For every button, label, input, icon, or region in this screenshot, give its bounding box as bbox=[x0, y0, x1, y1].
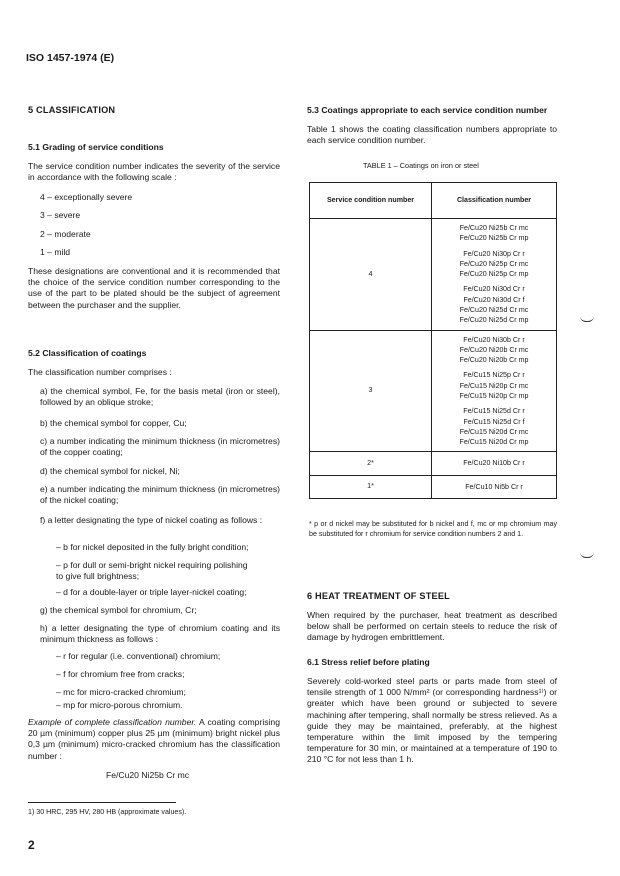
scale-item-1: 1 – mild bbox=[40, 247, 71, 257]
nickel-type-p: – p for dull or semi-bright nickel requiring polishing bbox=[56, 560, 248, 570]
table-header-row bbox=[310, 183, 557, 219]
list-item-c: c) a number indicating the minimum thickness (in micrometres) of the copper coating; bbox=[40, 436, 280, 458]
code: Fe/Cu20 Ni25d Cr mp bbox=[459, 316, 529, 325]
table-row bbox=[310, 452, 557, 475]
example-paragraph bbox=[28, 717, 280, 762]
service-number: 3 bbox=[310, 330, 432, 452]
code: Fe/Cu20 Ni20b Cr mp bbox=[459, 356, 529, 365]
code: Fe/Cu15 Ni25d Cr r bbox=[463, 407, 525, 416]
example-label: Example of complete classification number. bbox=[28, 717, 197, 727]
document-id: ISO 1457-1974 (E) bbox=[26, 52, 115, 64]
code: Fe/Cu20 Ni25d Cr mc bbox=[459, 305, 529, 314]
section-5-2-intro: The classification number comprises : bbox=[28, 367, 172, 377]
table-row bbox=[310, 219, 557, 331]
table-row bbox=[310, 330, 557, 452]
section-5-3-text: Table 1 shows the coating classification numbers appropriate to each service condition number. bbox=[307, 124, 557, 146]
code: Fe/Cu20 Ni30d Cr r bbox=[463, 285, 525, 294]
chromium-type-mc: – mc for micro-cracked chromium; bbox=[56, 687, 186, 697]
list-item-b: b) the chemical symbol for copper, Cu; bbox=[40, 418, 187, 428]
code-group bbox=[434, 370, 554, 401]
chromium-type-r: – r for regular (i.e. conventional) chromium; bbox=[56, 651, 221, 661]
section-6-1-title: 6.1 Stress relief before plating bbox=[307, 657, 430, 667]
code: Fe/Cu20 Ni20b Cr mc bbox=[459, 345, 529, 354]
section-5-2-title: 5.2 Classification of coatings bbox=[28, 348, 147, 358]
code-group bbox=[434, 223, 554, 244]
code: Fe/Cu20 Ni25p Cr mp bbox=[459, 270, 529, 279]
service-number: 4 bbox=[310, 219, 432, 331]
list-item-g: g) the chemical symbol for chromium, Cr; bbox=[40, 605, 197, 615]
service-number: 1* bbox=[310, 475, 432, 498]
code: Fe/Cu15 Ni25d Cr f bbox=[463, 417, 525, 426]
service-number: 2* bbox=[310, 452, 432, 475]
code: Fe/Cu15 Ni20p Cr mc bbox=[459, 381, 529, 390]
footnote: 1) 30 HRC, 295 HV, 280 HB (approximate values). bbox=[28, 808, 187, 816]
scale-item-3: 3 – severe bbox=[40, 210, 81, 220]
section-5-1-title: 5.1 Grading of service conditions bbox=[28, 142, 164, 152]
section-6-text: When required by the purchaser, heat treatment as described below shall be performed on certain steels to reduce the risk of damage by hydrogen embrittlement. bbox=[307, 610, 557, 643]
section-5-3-title: 5.3 Coatings appropriate to each service condition number bbox=[307, 105, 548, 115]
scale-item-4: 4 – exceptionally severe bbox=[40, 192, 133, 202]
code: Fe/Cu10 Ni5b Cr r bbox=[465, 482, 523, 491]
classification-cell bbox=[432, 475, 557, 498]
list-item-a: a) the chemical symbol, Fe, for the basis metal (iron or steel), followed by an oblique stroke; bbox=[40, 386, 280, 408]
nickel-type-d: – d for a double-layer or triple layer-nickel coating; bbox=[56, 587, 247, 597]
example-text: A coating comprising 20 µm (minimum) copper plus 25 µm (minimum) bright nickel plus 0,3 µm (minimum) micro-cracked chromium has the classification number : bbox=[28, 717, 280, 761]
section-6-1-text: Severely cold-worked steel parts or parts made from steel of tensile strength of 1 000 N/mm² (or corresponding hardness¹⁾) or greater which have been ground or subjected to severe machining after tempering, shall normally be stress relieved. As a guide they may be maintained, preferably, at the highest temperature within the limit imposed by the tempering temperature for 30 min, or maintained at a temperature of 190 to 210 °C for not less than 1 h. bbox=[307, 676, 557, 765]
section-5-1-intro: The service condition number indicates the severity of the service in accordance with the following scale : bbox=[28, 161, 280, 183]
margin-mark bbox=[580, 552, 594, 558]
coatings-table bbox=[309, 182, 557, 499]
col-header-service-condition: Service condition number bbox=[310, 183, 432, 219]
nickel-type-b: – b for nickel deposited in the fully bright condition; bbox=[56, 542, 249, 552]
list-item-h: h) a letter designating the type of chromium coating and its minimum thickness as follows : bbox=[40, 623, 280, 645]
section-5-title: 5 CLASSIFICATION bbox=[28, 105, 116, 115]
scale-item-2: 2 – moderate bbox=[40, 229, 91, 239]
code: Fe/Cu15 Ni25p Cr r bbox=[463, 371, 525, 380]
code-group bbox=[434, 406, 554, 447]
chromium-type-f: – f for chromium free from cracks; bbox=[56, 669, 185, 679]
code: Fe/Cu20 Ni30p Cr r bbox=[463, 249, 525, 258]
classification-cell bbox=[432, 330, 557, 452]
table-footnote: * p or d nickel may be substituted for b nickel and f, mc or mp chromium may be substituted for r chromium for service condition numbers 2 and 1. bbox=[309, 520, 557, 538]
footnote-rule bbox=[28, 802, 176, 803]
code: Fe/Cu20 Ni10b Cr r bbox=[463, 459, 525, 468]
code-group bbox=[434, 249, 554, 280]
table-caption: TABLE 1 – Coatings on iron or steel bbox=[363, 161, 479, 170]
code: Fe/Cu20 Ni30d Cr f bbox=[463, 295, 525, 304]
code: Fe/Cu15 Ni20d Cr mc bbox=[459, 427, 529, 436]
list-item-d: d) the chemical symbol for nickel, Ni; bbox=[40, 466, 180, 476]
chromium-type-mp: – mp for micro-porous chromium. bbox=[56, 700, 183, 710]
nickel-type-p-cont: to give full brightness; bbox=[56, 571, 140, 581]
classification-cell bbox=[432, 219, 557, 331]
code: Fe/Cu20 Ni30b Cr r bbox=[463, 335, 525, 344]
page-number: 2 bbox=[28, 838, 35, 852]
code: Fe/Cu20 Ni25p Cr mc bbox=[459, 259, 529, 268]
section-6-title: 6 HEAT TREATMENT OF STEEL bbox=[307, 591, 450, 601]
table-row bbox=[310, 475, 557, 498]
section-5-1-note: These designations are conventional and it is recommended that the choice of the service condition number corresponding to the use of the part to be plated should be the subject of agreement between the purchaser and the supplier. bbox=[28, 266, 280, 310]
code: Fe/Cu20 Ni25b Cr mp bbox=[459, 234, 529, 243]
list-item-e: e) a number indicating the minimum thickness (in micrometres) of the nickel coating; bbox=[40, 484, 280, 506]
code: Fe/Cu15 Ni20d Cr mp bbox=[459, 438, 529, 447]
code-group bbox=[434, 335, 554, 366]
code-group bbox=[434, 284, 554, 325]
margin-mark bbox=[580, 316, 594, 322]
classification-cell bbox=[432, 452, 557, 475]
example-code: Fe/Cu20 Ni25b Cr mc bbox=[106, 770, 190, 780]
code: Fe/Cu20 Ni25b Cr mc bbox=[459, 224, 529, 232]
col-header-classification: Classification number bbox=[432, 183, 557, 219]
list-item-f: f) a letter designating the type of nickel coating as follows : bbox=[40, 515, 263, 525]
code: Fe/Cu15 Ni20p Cr mp bbox=[459, 391, 529, 400]
